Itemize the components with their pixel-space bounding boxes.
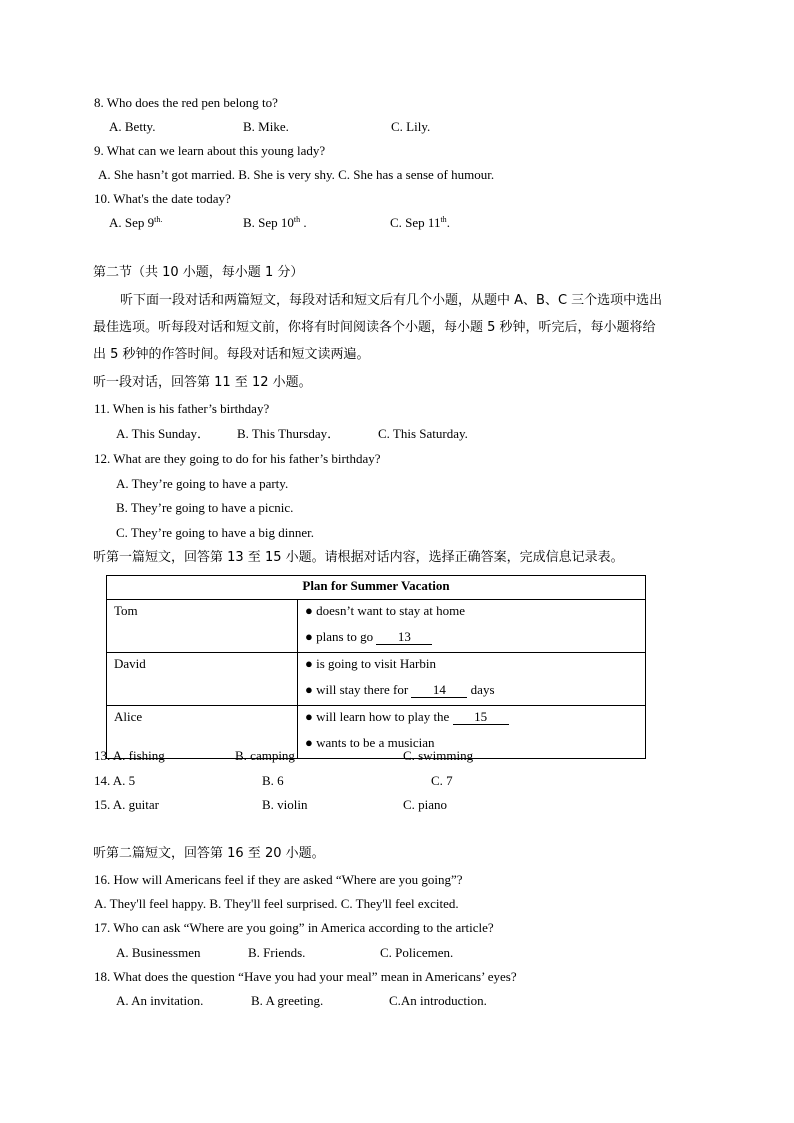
q16-options: A. They'll feel happy. B. They'll feel surprised. C. They'll feel excited.: [94, 896, 459, 911]
instructions-line-1: 听下面一段对话和两篇短文，每段对话和短文后有几个小题，从题中 A、B、C 三个选项中选出: [120, 293, 663, 308]
dialog-intro: 听一段对话，回答第 11 至 12 小题。: [93, 375, 312, 390]
blank-13: 13: [376, 630, 432, 645]
q16-stem: 16. How will Americans feel if they are asked “Where are you going”?: [94, 872, 463, 887]
q14-option-b: B. 6: [262, 773, 284, 788]
q8-option-b: B. Mike.: [243, 119, 289, 134]
summer-plan-table: [106, 575, 646, 759]
q12-stem: 12. What are they going to do for his father’s birthday?: [94, 451, 381, 466]
q18-option-c: C.An introduction.: [389, 993, 487, 1008]
q8-option-c: C. Lily.: [391, 119, 431, 134]
q14-option-a: 14. A. 5: [94, 773, 136, 788]
row-name-david: David: [107, 653, 298, 706]
table-row-david: [107, 653, 646, 706]
q18-option-a: A. An invitation.: [116, 993, 204, 1008]
q14-option-c: C. 7: [431, 773, 453, 788]
table-title: Plan for Summer Vacation: [107, 576, 646, 600]
passage2-intro: 听第二篇短文，回答第 16 至 20 小题。: [93, 846, 325, 861]
q13-option-c: C. swimming: [403, 748, 474, 763]
q17-option-c: C. Policemen.: [380, 945, 454, 960]
instructions-line-2: 最佳选项。听每段对话和短文前，你将有时间阅读各个小题，每小题 5 秒钟，听完后，每小题将给: [93, 320, 656, 335]
q17-option-b: B. Friends.: [248, 945, 306, 960]
q9-stem: 9. What can we learn about this young lady?: [94, 143, 326, 158]
q15-option-c: C. piano: [403, 797, 448, 812]
passage1-intro: 听第一篇短文，回答第 13 至 15 小题。请根据对话内容，选择正确答案，完成信息记录表。: [93, 550, 624, 565]
q11-option-a: A. This Sunday．: [116, 426, 211, 441]
q17-option-a: A. Businessmen: [116, 945, 201, 960]
q10-option-a: A. Sep $9^{th.}$: [109, 215, 163, 230]
q15-option-b: B. violin: [262, 797, 308, 812]
section2-heading: 第二节（共 10 小题，每小题 1 分）: [93, 265, 304, 280]
row-items-tom: ● doesn’t want to stay at home ● plans to go 13: [298, 600, 646, 653]
table-row-alice: [107, 706, 646, 759]
q12-option-a: A. They’re going to have a party.: [116, 476, 289, 491]
q12-option-c: C. They’re going to have a big dinner.: [116, 525, 314, 540]
q11-option-b: B. This Thursday．: [237, 426, 341, 441]
q18-option-b: B. A greeting.: [251, 993, 324, 1008]
q13-option-b: B. camping: [235, 748, 295, 763]
q11-option-c: C. This Saturday.: [378, 426, 468, 441]
blank-14: 14: [411, 683, 467, 698]
row-items-david: ● is going to visit Harbin ● will stay there for 14 days: [298, 653, 646, 706]
row-name-alice: Alice: [107, 706, 298, 759]
q8-stem: 8. Who does the red pen belong to?: [94, 95, 278, 110]
q9-options: A. She hasn’t got married. B. She is very shy. C. She has a sense of humour.: [98, 167, 495, 182]
instructions-line-3: 出 5 秒钟的作答时间。每段对话和短文读两遍。: [93, 347, 370, 362]
q12-option-b: B. They’re going to have a picnic.: [116, 500, 294, 515]
q10-option-b: B. Sep 10th .: [243, 215, 307, 230]
q10-stem: 10. What's the date today?: [94, 191, 231, 206]
q11-stem: 11. When is his father’s birthday?: [94, 401, 270, 416]
q15-option-a: 15. A. guitar: [94, 797, 159, 812]
q10-option-c: C. Sep 11th.: [390, 215, 450, 230]
blank-15: 15: [453, 710, 509, 725]
q17-stem: 17. Who can ask “Where are you going” in America according to the article?: [94, 920, 494, 935]
row-items-alice: ● will learn how to play the 15 ● wants to be a musician: [298, 706, 646, 759]
q13-option-a: 13. A. fishing: [94, 748, 165, 763]
q18-stem: 18. What does the question “Have you had your meal” mean in Americans’ eyes?: [94, 969, 517, 984]
q8-option-a: A. Betty.: [109, 119, 156, 134]
table-row-tom: [107, 600, 646, 653]
row-name-tom: Tom: [107, 600, 298, 653]
